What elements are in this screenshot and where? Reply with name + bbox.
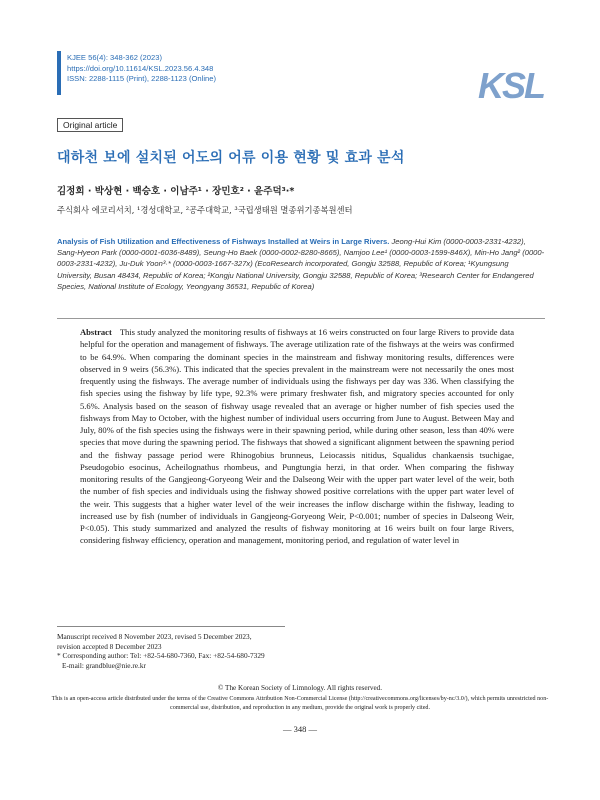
copyright-notice: © The Korean Society of Limnology. All rights reserved. — [217, 684, 383, 692]
page-number: — 348 — — [283, 724, 317, 734]
english-citation-block — [57, 236, 545, 292]
revision-accepted: revision accepted 8 December 2023 — [57, 641, 162, 651]
footnote-divider — [57, 626, 285, 627]
logo-text: KSL — [478, 65, 544, 104]
authors-korean: 김정희 · 박상현 · 백승호 · 이남주¹ · 장민호² · 윤주덕³·* — [57, 186, 295, 197]
license-notice: This is an open-access article distributed under the terms of the Creative Commons Attribution Non-Commercial License (http://creativecommons.org/licenses/by-nc/3.0/), which permits unrestricted non-commercial use, distribution, and reproduction in any medium, provide the original work is properly cited. — [51, 696, 549, 711]
article-title-korean: 대하천 보에 설치된 어도의 어류 이용 현황 및 효과 분석 — [57, 150, 405, 166]
abstract — [80, 326, 514, 547]
abstract-label: Abstract — [80, 327, 112, 337]
author-email[interactable]: E-mail: grandblue@nie.re.kr — [62, 660, 146, 670]
corresponding-author: * Corresponding author: Tel: +82-54-680-7360, Fax: +82-54-680-7329 — [57, 651, 265, 661]
header-accent-bar — [57, 51, 61, 95]
abstract-divider — [57, 318, 545, 319]
manuscript-received: Manuscript received 8 November 2023, revised 5 December 2023, — [57, 632, 252, 641]
article-type-badge: Original article — [57, 118, 123, 132]
affiliations-korean: 주식회사 에코리서치, ¹경성대학교, ²공주대학교, ³국립생태원 멸종위기종복원센터 — [57, 205, 353, 215]
ksl-logo — [476, 64, 548, 104]
footnotes — [57, 632, 265, 670]
journal-header — [67, 53, 216, 85]
issn-line: ISSN: 2288-1115 (Print), 2288-1123 (Online) — [67, 74, 217, 84]
abstract-text: This study analyzed the monitoring results of fishways at 16 weirs constructed on four large Rivers to provide data helpful for the operation and management of fishways. The average utilization rate of the fishways at the weirs was confirmed to be 64.9%. When comparing the dominant species in the mainstream and fishway monitoring results, differences were observed in 9 weirs (56.3%). This indicated that the species prevalent in the mainstream were not necessarily the ones most frequently using the fishways. The average number of individuals using the fishways per day was 336. When classifying the fish species using the fishway by life type, 92.3% were primary freshwater fish, and migratory species accounted for only 5.6%. Analysis based on the season of fishway usage revealed that an average or higher number of fish species used the fishways from May to October, with the highest number of individual users occurring from June to August. Between May and July, 80% of the fish species using the fishways were in their spawning period, while during other season, less than 40% were species that move during the spawning period. The fishways that showed a significant alignment between the spawning period and the fishway passage period were Rhinogobius brunneus, Leiocassis nitidus, Squalidus chankaensis tsuchigae, Pseudogobio esocinus, Acheilognathus rhombeus, and Pungtungia herzi, in that order. When comparing the fishway monitoring results of the Gangjeong-Goryeong Weir and the Dalseong Weir with the upper part water level of the weir, both the number of fish species and individuals using the fishway showed positive correlations with the upper part water level of the weir. This suggests that a higher water level of the weir increases the inflow discharge within the fishway, leading to increased use by fish (number of individuals in Gangjeong-Goryeong Weir, P<0.001; number of species in Dalseong Weir, P<0.05). This study summarized and analyzed the results of fishway monitoring at 16 weirs built on four large Rivers, considering fishway efficiency, operation and management, monitoring period, and regulation of water level in — [80, 327, 514, 546]
doi-link[interactable]: https://doi.org/10.11614/KSL.2023.56.4.348 — [67, 63, 214, 73]
journal-citation: KJEE 56(4): 348-362 (2023) — [67, 53, 162, 62]
english-title: Analysis of Fish Utilization and Effectiveness of Fishways Installed at Weirs in Large Rivers. — [57, 237, 392, 246]
english-authors-affiliations: Jeong-Hui Kim (0000-0003-2331-4232), Sang-Hyeon Park (0000-0001-6036-8489), Seung-Ho Baek (0000-0002-8280-8665), Namjoo Lee¹ (0000-0003-1599-846X), Min-Ho Jang² (0000-0003-2331-4232), Ju-Duk Yoon³·* (0000-0003-1667-327x) (EcoResearch incorporated, Gongju 32588, Republic of Korea; ¹Kyungsung University, Busan 48434, Republic of Korea; ²Kongju National University, Gongju 32588, Republic of Korea; ³Research Center for Endangered Species, National Institute of Ecology, Yeongyang 36531, Republic of Korea) — [57, 237, 545, 291]
